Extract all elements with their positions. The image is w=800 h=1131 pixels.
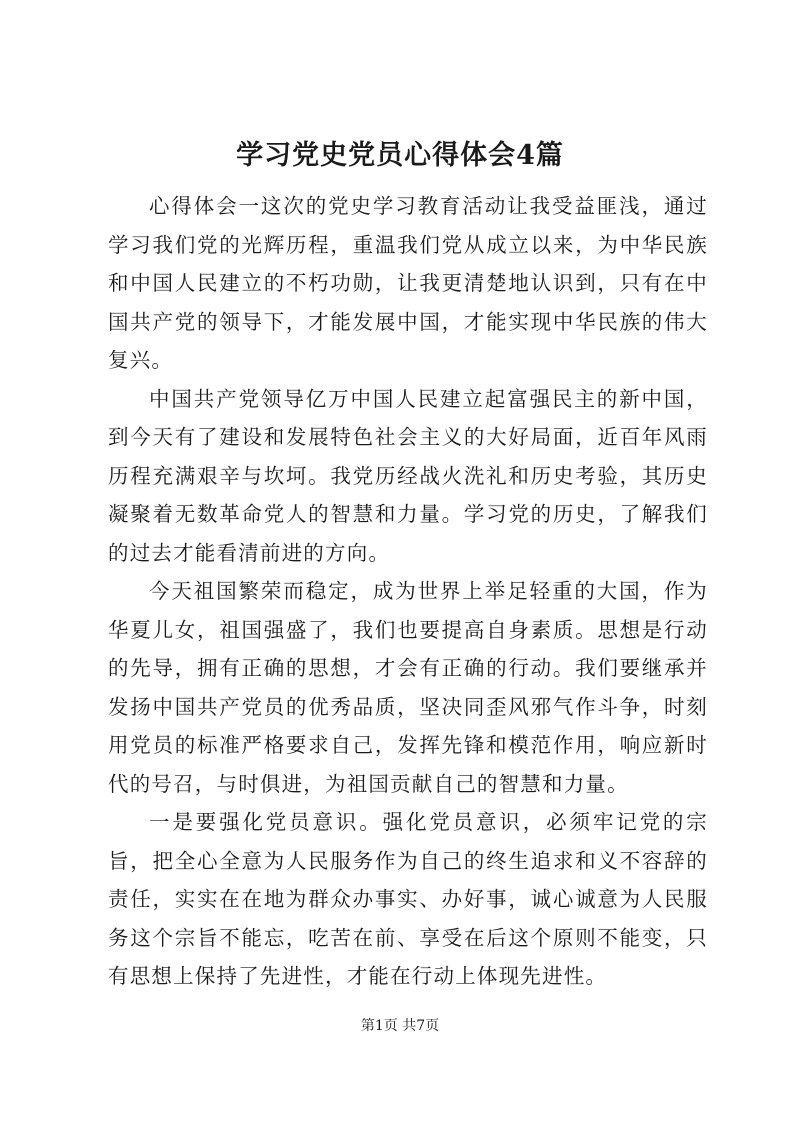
paragraph: 中国共产党领导亿万中国人民建立起富强民主的新中国，到今天有了建设和发展特色社会主义的大好局面，近百年风雨历程充满艰辛与坎坷。我党历经战火洗礼和历史考验，其历史凝聚着无数革命党人的智慧和力量。学习党的历史，了解我们的过去才能看清前进的方向。 xyxy=(108,386,708,565)
page-number-footer: 第1页 共7页 xyxy=(360,1018,440,1034)
paragraph: 一是要强化党员意识。强化党员意识，必须牢记党的宗旨，把全心全意为人民服务作为自己的终生追求和义不容辞的责任，实实在在地为群众办事实、办好事，诚心诚意为人民服务这个宗旨不能忘，吃苦在前、享受在后这个原则不能变，只有思想上保持了先进性，才能在行动上体现先进性。 xyxy=(108,810,708,988)
paragraph: 心得体会一这次的党史学习教育活动让我受益匪浅，通过学习我们党的光辉历程，重温我们党从成立以来，为中华民族和中国人民建立的不朽功勋，让我更清楚地认识到，只有在中国共产党的领导下，才能发展中国，才能实现中华民族的伟大复兴。 xyxy=(108,194,708,372)
document-body xyxy=(108,187,708,996)
document-title: 学习党史党员心得体会4篇 xyxy=(236,140,564,171)
paragraph: 今天祖国繁荣而稳定，成为世界上举足轻重的大国，作为华夏儿女，祖国强盛了，我们也要提高自身素质。思想是行动的先导，拥有正确的思想，才会有正确的行动。我们要继承并发扬中国共产党员的优秀品质，坚决同歪风邪气作斗争，时刻用党员的标准严格要求自己，发挥先锋和模范作用，响应新时代的号召，与时俱进，为祖国贡献自己的智慧和力量。 xyxy=(108,579,708,796)
